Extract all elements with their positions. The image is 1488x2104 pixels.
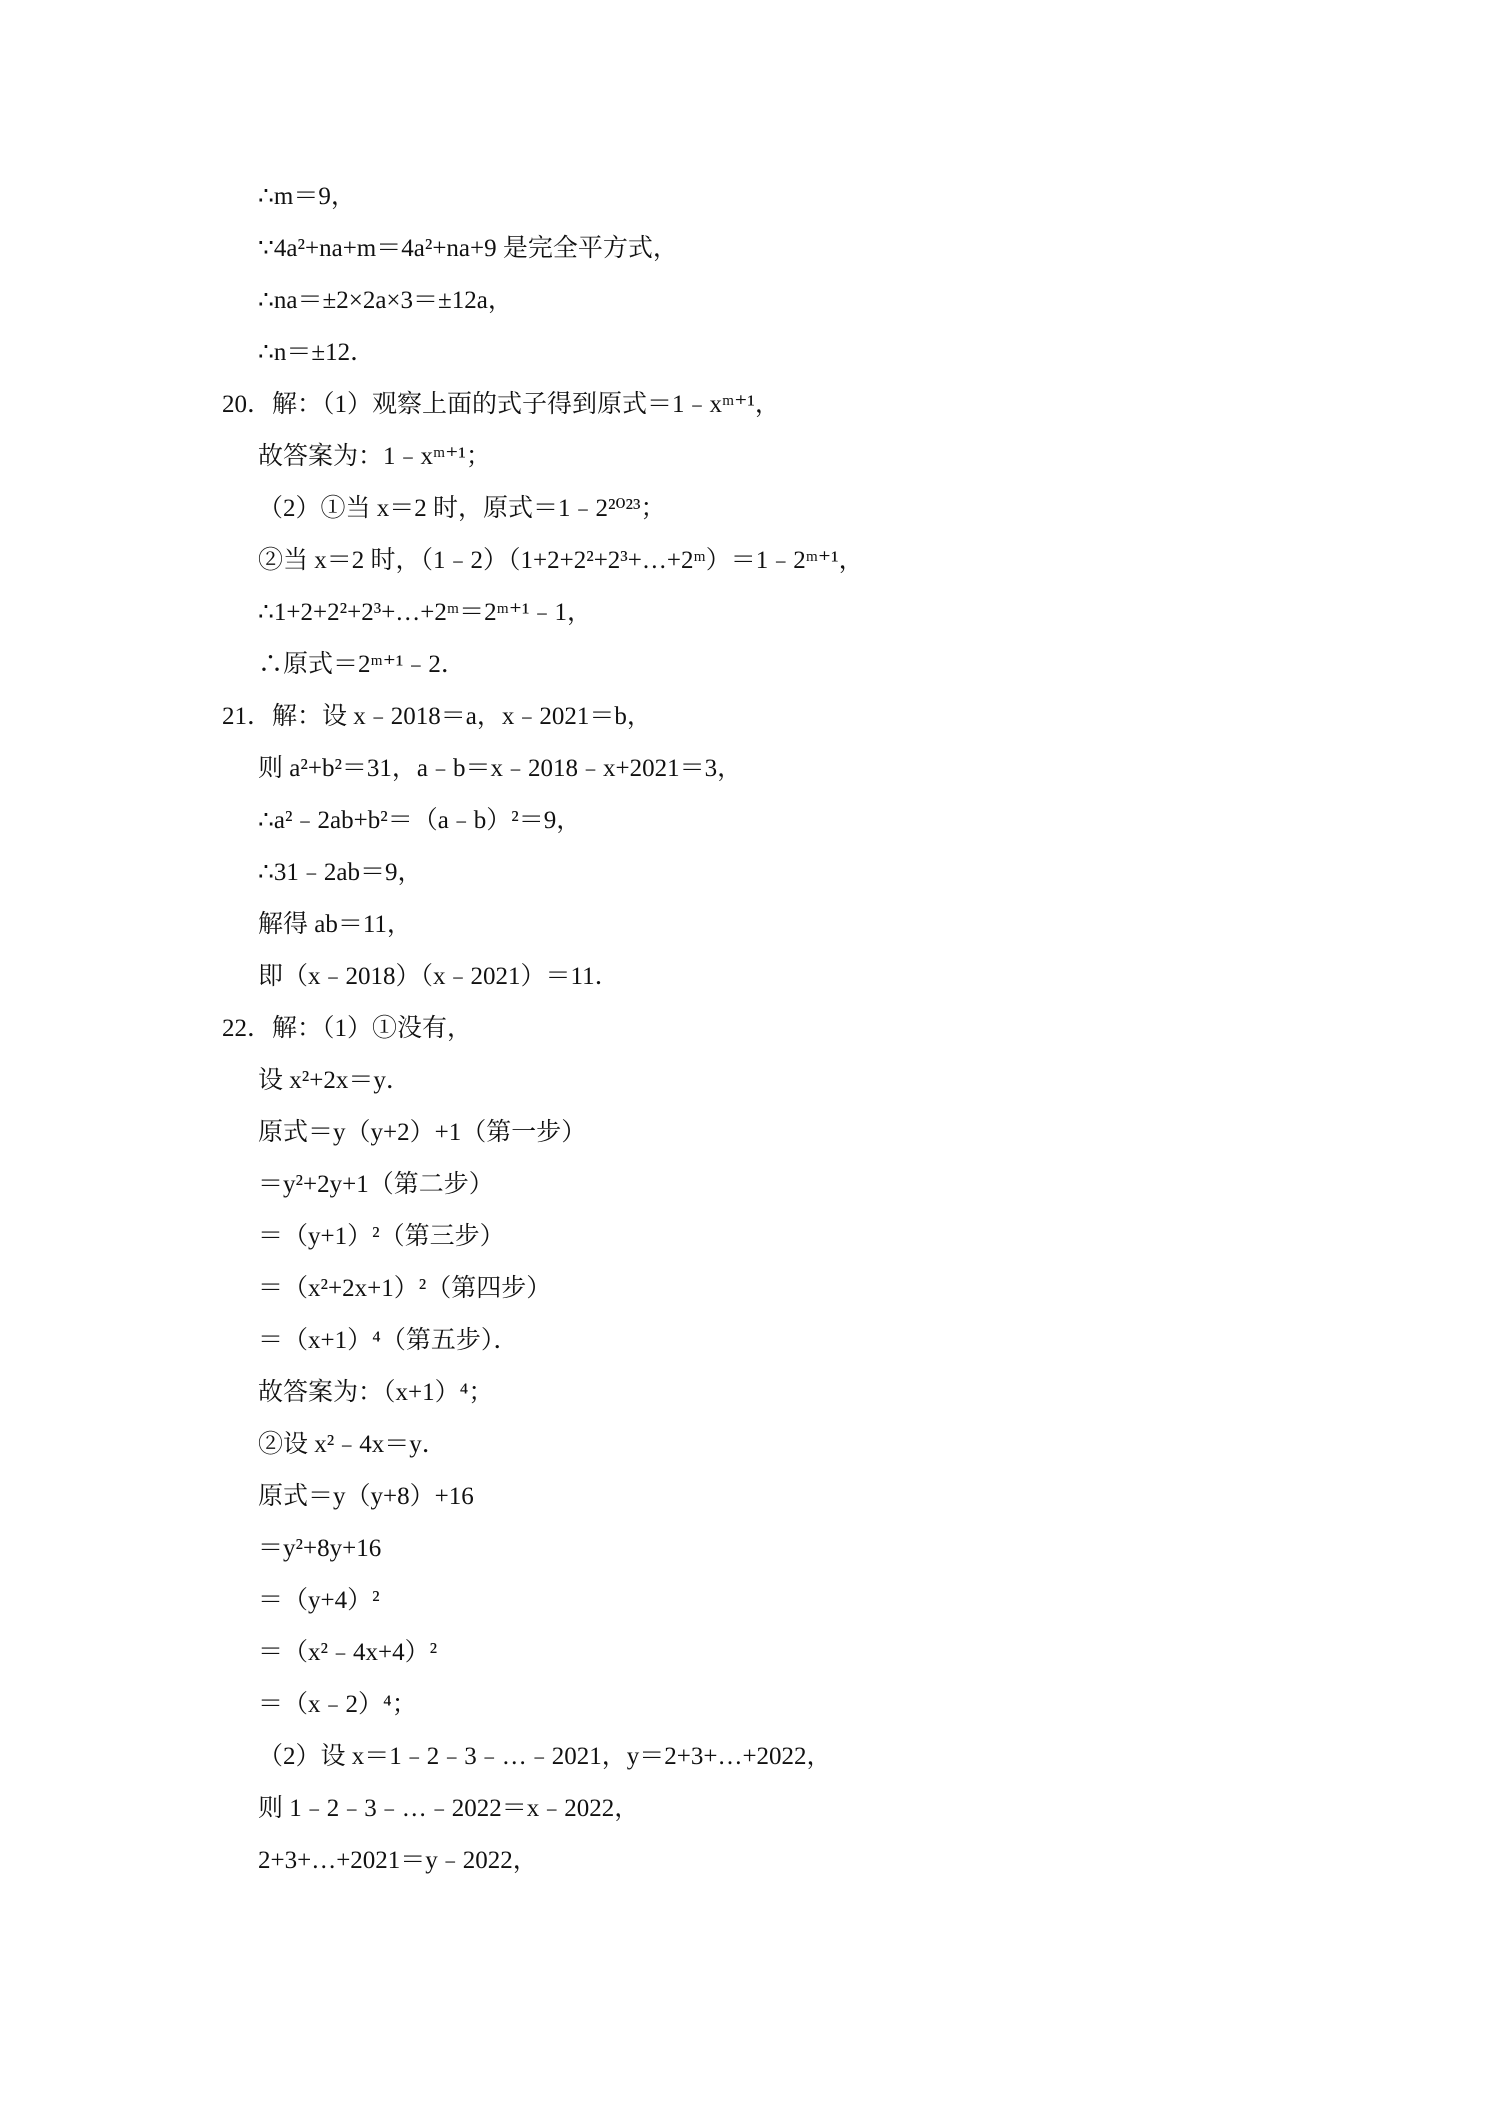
line-10: ∴原式＝2ᵐ⁺¹﹣2． xyxy=(258,651,466,678)
line-33: 2+3+…+2021＝y﹣2022， xyxy=(258,1847,538,1874)
line-30: ＝（x﹣2）⁴； xyxy=(258,1691,417,1718)
line-1: ∴m＝9， xyxy=(258,183,356,210)
line-15: 解得 ab＝11， xyxy=(258,911,412,938)
line-4: ∴n＝±12． xyxy=(258,339,376,366)
line-12: 则 a²+b²＝31，a﹣b＝x﹣2018﹣x+2021＝3， xyxy=(258,755,743,782)
problem-20-heading: 20．解：（1）观察上面的式子得到原式＝1﹣xᵐ⁺¹， xyxy=(222,391,780,418)
line-22: ＝（x²+2x+1）²（第四步） xyxy=(258,1275,552,1302)
line-27: ＝y²+8y+16 xyxy=(258,1535,382,1562)
line-31: （2）设 x＝1﹣2﹣3﹣…﹣2021，y＝2+3+…+2022， xyxy=(258,1743,832,1770)
line-28: ＝（y+4）² xyxy=(258,1587,380,1614)
line-32: 则 1﹣2﹣3﹣…﹣2022＝x﹣2022， xyxy=(258,1795,640,1822)
line-25: ②设 x²﹣4x＝y． xyxy=(258,1431,447,1458)
line-19: 原式＝y（y+2）+1（第一步） xyxy=(258,1119,587,1146)
line-6: 故答案为：1﹣xᵐ⁺¹； xyxy=(258,443,491,470)
line-7: （2）①当 x＝2 时，原式＝1﹣2²⁰²³； xyxy=(258,495,666,522)
line-26: 原式＝y（y+8）+16 xyxy=(258,1483,474,1510)
line-24: 故答案为：（x+1）⁴； xyxy=(258,1379,494,1406)
line-8: ②当 x＝2 时，（1﹣2）（1+2+2²+2³+…+2ᵐ）＝1﹣2ᵐ⁺¹， xyxy=(258,547,864,574)
problem-22-heading: 22．解：（1）①没有， xyxy=(222,1015,473,1042)
line-20: ＝y²+2y+1（第二步） xyxy=(258,1171,494,1198)
line-3: ∴na＝±2×2a×3＝±12a， xyxy=(258,287,513,314)
line-21: ＝（y+1）²（第三步） xyxy=(258,1223,505,1250)
line-23: ＝（x+1）⁴（第五步）． xyxy=(258,1327,519,1354)
line-16: 即（x﹣2018）（x﹣2021）＝11． xyxy=(258,963,620,990)
line-2: ∵4a²+na+m＝4a²+na+9 是完全平方式， xyxy=(258,235,678,262)
line-9: ∴1+2+2²+2³+…+2ᵐ＝2ᵐ⁺¹﹣1， xyxy=(258,599,593,626)
line-29: ＝（x²﹣4x+4）² xyxy=(258,1639,438,1666)
line-14: ∴31﹣2ab＝9， xyxy=(258,859,423,886)
problem-21-heading: 21．解：设 x﹣2018＝a，x﹣2021＝b， xyxy=(222,703,652,730)
line-18: 设 x²+2x＝y． xyxy=(258,1067,411,1094)
line-13: ∴a²﹣2ab+b²＝（a﹣b）²＝9， xyxy=(258,807,582,834)
